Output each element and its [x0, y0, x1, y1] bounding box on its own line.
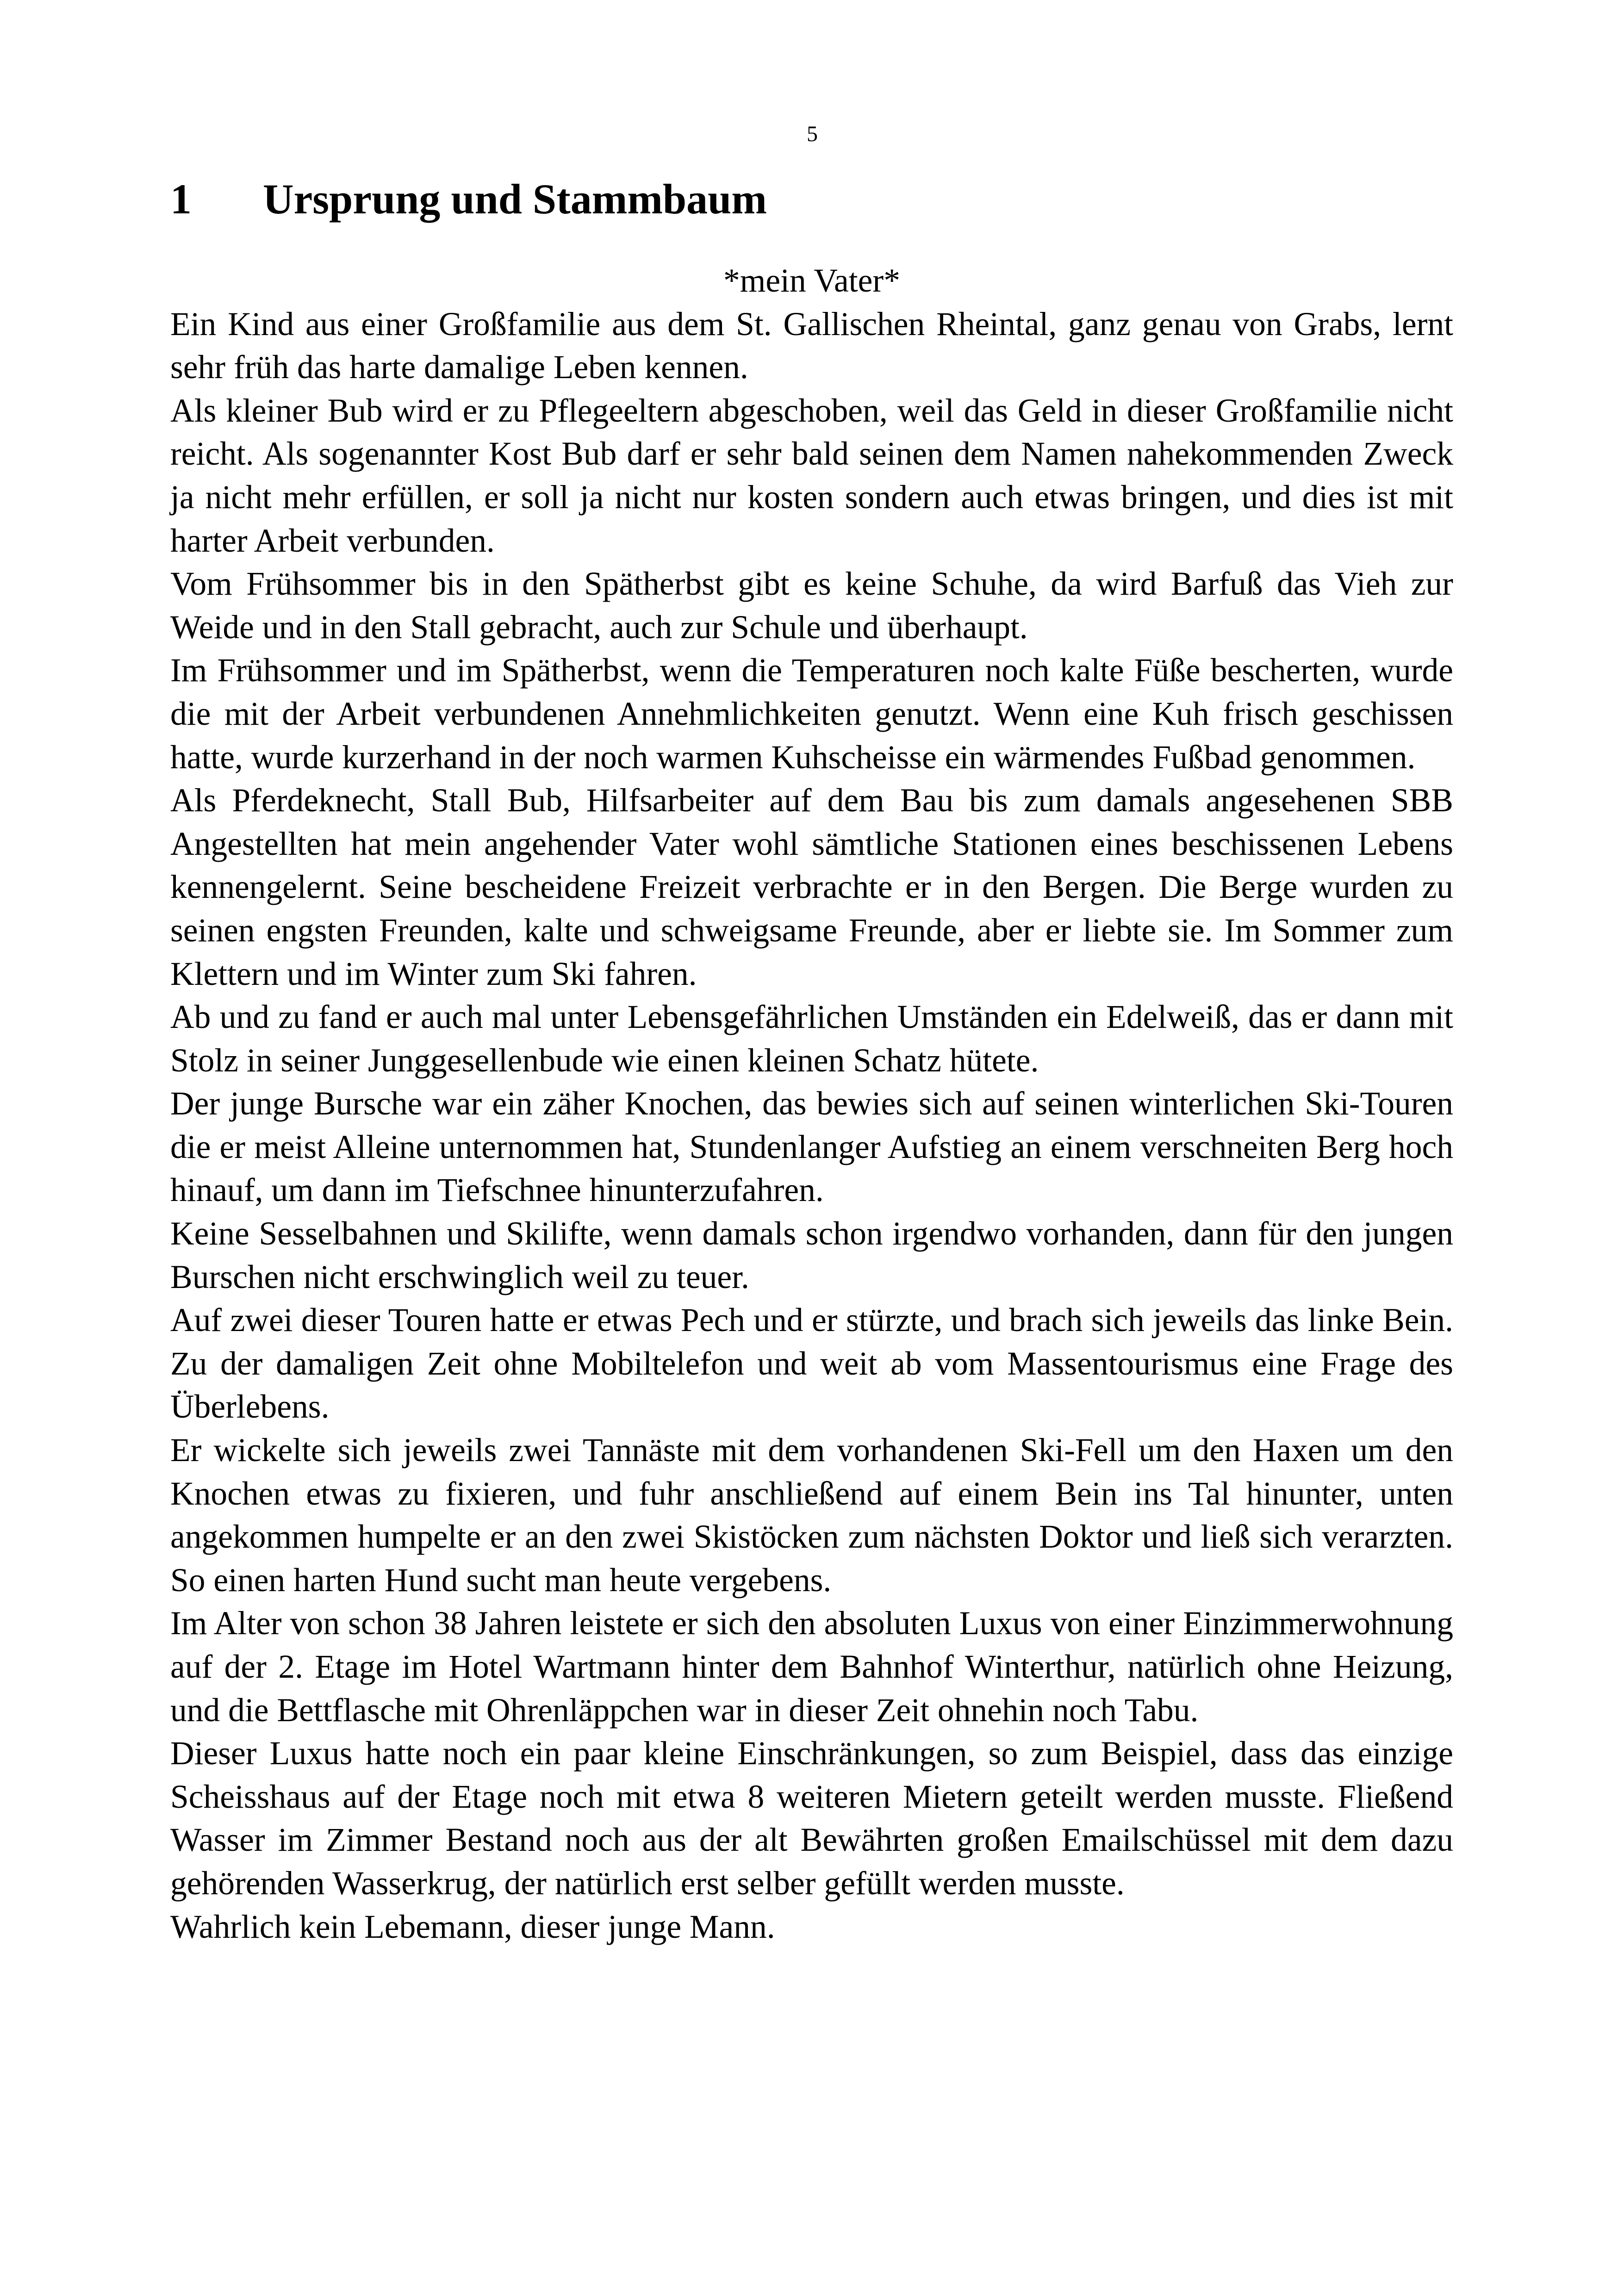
paragraph: Wahrlich kein Lebemann, dieser junge Mann. — [170, 1908, 775, 1945]
paragraph: Vom Frühsommer bis in den Spätherbst gibt es keine Schuhe, da wird Barfuß das Vieh zur Weide und in den Stall gebracht, auch zur Schule und überhaupt. — [170, 566, 1453, 646]
chapter-number: 1 — [170, 175, 192, 223]
paragraph: Als Pferdeknecht, Stall Bub, Hilfsarbeiter auf dem Bau bis zum damals angesehenen SBB Angestellten hat mein angehender Vater wohl sämtliche Stationen eines beschissenen Lebens kennengelernt. Seine bescheidene Freizeit verbrachte er in den Bergen. Die Berge wurden zu seinen engsten Freunden, kalte und schweigsame Freunde, aber er liebte sie. Im Sommer zum Klettern und im Winter zum Ski fahren. — [170, 782, 1453, 992]
paragraph: Als kleiner Bub wird er zu Pflegeeltern abgeschoben, weil das Geld in dieser Großfamilie nicht reicht. Als sogenannter Kost Bub darf er sehr bald seinen dem Namen nahekommenden Zweck ja nicht mehr erfüllen, er soll ja nicht nur kosten sondern auch etwas bringen, und dies ist mit harter Arbeit verbunden. — [170, 392, 1453, 559]
page-number: 5 — [807, 122, 818, 146]
subheading: *mein Vater* — [723, 262, 900, 299]
paragraph: Im Frühsommer und im Spätherbst, wenn die Temperaturen noch kalte Füße bescherten, wurde die mit der Arbeit verbundenen Annehmlichkeiten genutzt. Wenn eine Kuh frisch geschissen hatte, wurde kurzerhand in der noch warmen Kuhscheisse ein wärmendes Fußbad genommen. — [170, 652, 1453, 776]
body-text — [170, 259, 1453, 1948]
chapter-title: Ursprung und Stammbaum — [263, 175, 767, 223]
paragraph: Der junge Bursche war ein zäher Knochen, das bewies sich auf seinen winterlichen Ski-Touren die er meist Alleine unternommen hat, Stundenlanger Aufstieg an einem verschneiten Berg hoch hinauf, um dann im Tiefschnee hinunterzufahren. — [170, 1085, 1453, 1209]
paragraph: Ein Kind aus einer Großfamilie aus dem St. Gallischen Rheintal, ganz genau von Grabs, lernt sehr früh das harte damalige Leben kennen. — [170, 305, 1453, 386]
paragraph: Keine Sesselbahnen und Skilifte, wenn damals schon irgendwo vorhanden, dann für den jungen Burschen nicht erschwinglich weil zu teuer. — [170, 1215, 1453, 1295]
chapter-heading — [170, 174, 767, 224]
paragraph: Dieser Luxus hatte noch ein paar kleine Einschränkungen, so zum Beispiel, dass das einzige Scheisshaus auf der Etage noch mit etwa 8 weiteren Mietern geteilt werden musste. Fließend Wasser im Zimmer Bestand noch aus der alt Bewährten großen Emailschüssel mit dem dazu gehörenden Wasserkrug, der natürlich erst selber gefüllt werden musste. — [170, 1735, 1453, 1902]
paragraph: Ab und zu fand er auch mal unter Lebensgefährlichen Umständen ein Edelweiß, das er dann mit Stolz in seiner Junggesellenbude wie einen kleinen Schatz hütete. — [170, 999, 1453, 1079]
paragraph: Auf zwei dieser Touren hatte er etwas Pech und er stürzte, und brach sich jeweils das linke Bein. Zu der damaligen Zeit ohne Mobiltelefon und weit ab vom Massentourismus eine Frage des Überlebens. — [170, 1302, 1453, 1425]
paragraph: Im Alter von schon 38 Jahren leistete er sich den absoluten Luxus von einer Einzimmerwohnung auf der 2. Etage im Hotel Wartmann hinter dem Bahnhof Winterthur, natürlich ohne Heizung, und die Bettflasche mit Ohrenläppchen war in dieser Zeit ohnehin noch Tabu. — [170, 1605, 1453, 1729]
paragraph: Er wickelte sich jeweils zwei Tannäste mit dem vorhandenen Ski-Fell um den Haxen um den Knochen etwas zu fixieren, und fuhr anschließend auf einem Bein ins Tal hinunter, unten angekommen humpelte er an den zwei Skistöcken zum nächsten Doktor und ließ sich verarzten. So einen harten Hund sucht man heute vergebens. — [170, 1432, 1453, 1599]
